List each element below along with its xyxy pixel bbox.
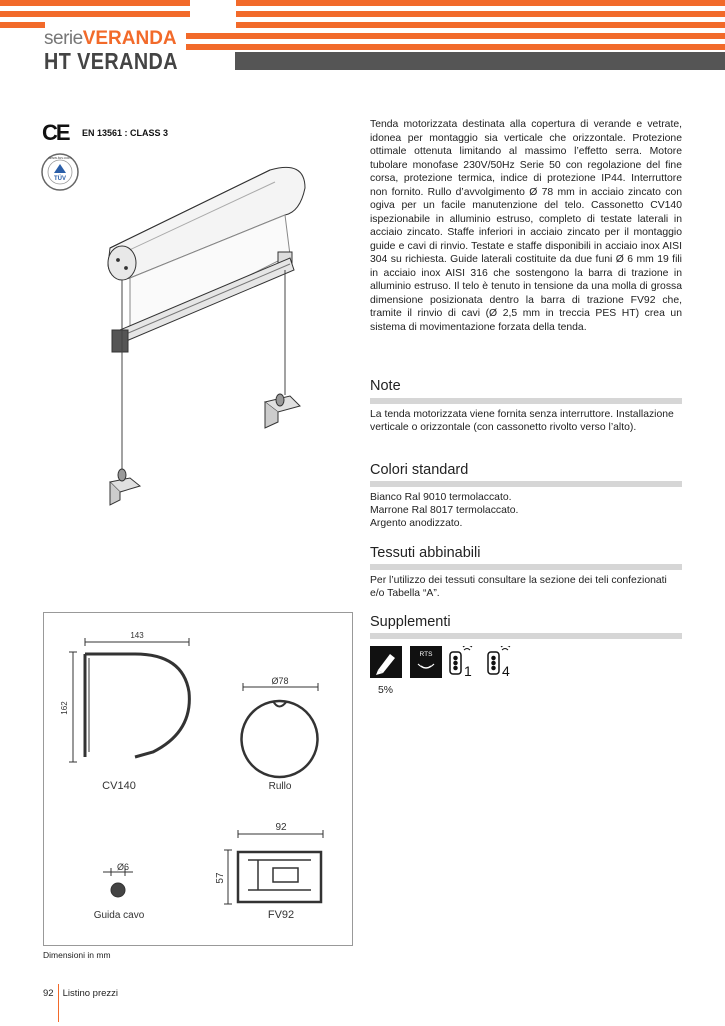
color-item: Bianco Ral 9010 termolaccato.: [370, 492, 512, 503]
product-illustration: [100, 160, 315, 510]
svg-text:1: 1: [464, 663, 472, 679]
page-title: HT VERANDA: [44, 48, 178, 74]
technical-drawings-svg: [43, 612, 353, 946]
pen-icon: [370, 646, 402, 678]
page-footer: [43, 988, 118, 1026]
guida-cavo-drawing: [103, 868, 133, 897]
tuv-badge: [38, 152, 82, 192]
svg-text:92: 92: [275, 822, 287, 833]
color-item: Marrone Ral 8017 termolaccato.: [370, 505, 519, 516]
supplements-divider: [370, 633, 682, 639]
colors-divider: [370, 481, 682, 487]
svg-text:Ø6: Ø6: [116, 862, 130, 872]
svg-text:FV92: FV92: [267, 909, 295, 921]
fabrics-text: Per l’utilizzo dei tessuti consultare la sezione dei teli confezionati e/o Tabella “A”.: [370, 575, 667, 599]
svg-text:Rullo: Rullo: [268, 781, 292, 792]
standard-label: EN 13561 : CLASS 3: [82, 128, 169, 138]
ce-mark: CE: [42, 120, 69, 145]
svg-text:Ø78: Ø78: [271, 676, 289, 686]
svg-text:www.tuv.com: www.tuv.com: [48, 155, 72, 160]
colors-title: Colori standard: [370, 462, 469, 478]
svg-text:4: 4: [502, 663, 510, 679]
page-number: 92: [43, 988, 54, 999]
header-bar: [235, 52, 725, 70]
svg-text:57: 57: [215, 872, 226, 884]
rullo-drawing: [242, 683, 318, 777]
color-item: Argento anodizzato.: [370, 518, 463, 529]
note-divider: [370, 398, 682, 404]
supplements-title: Supplementi: [370, 614, 451, 630]
svg-text:143: 143: [130, 631, 144, 640]
svg-text:162: 162: [60, 701, 69, 715]
rts-icon: [410, 646, 442, 678]
fabrics-title: Tessuti abbinabili: [370, 545, 481, 561]
note-title: Note: [370, 378, 401, 394]
svg-text:RTS: RTS: [419, 651, 433, 658]
supplements-icons: [370, 646, 530, 680]
supplement-percent: 5%: [378, 685, 394, 696]
product-description: Tenda motorizzata destinata alla copertura di verande e vetrate, idonea per montaggio sia verticale che orizzontale. Protezione ottimale ottenuta limitando al massimo l’effetto serra. Motore tubolare monofase 230V/50Hz Serie 50 con regolazione del fine corsa, protezione termica, indice di protezione IP44. Interruttore non fornito. Rullo d’avvolgimento Ø 78 mm in acciaio zincato con ogiva per un facile manutenzione del telo. Cassonetto CV140 ispezionabile in alluminio estruso, completo di testate laterali in acciaio zincato. Staffe inferiori in acciaio zincato per il montaggio guide e cavi di rinvio. Testate e staffe disponibili in acciaio inox AISI 304 su richiesta. Guide laterali costituite da due funi Ø 6 mm 19 fili in acciaio inox AISI 316 che sostengono la barra di trazione in alluminio estruso. Il telo è tenuto in tensione da una molla di grossa dimensione posizionata dentro la barra di trazione FV92 che, tramite il rinvio di cavi (Ø 2,5 mm in treccia PES HT) crea un sistema di movimentazione forzata della tenda.: [370, 119, 682, 333]
svg-text:CV140: CV140: [102, 780, 136, 792]
footer-section: Listino prezzi: [62, 988, 119, 999]
fabrics-divider: [370, 564, 682, 570]
fv92-drawing: [224, 830, 323, 904]
svg-text:Guida cavo: Guida cavo: [93, 910, 145, 921]
dimensions-note: Dimensioni in mm: [43, 950, 111, 960]
series-label: serieVERANDA: [44, 28, 177, 49]
svg-text:TÜV: TÜV: [54, 176, 66, 182]
colors-list: [370, 491, 682, 530]
cv140-drawing: [69, 638, 189, 762]
note-text: La tenda motorizzata viene fornita senza interruttore. Installazione verticale o orizzontale (con cassonetto rivolto verso l’alto).: [370, 409, 674, 433]
